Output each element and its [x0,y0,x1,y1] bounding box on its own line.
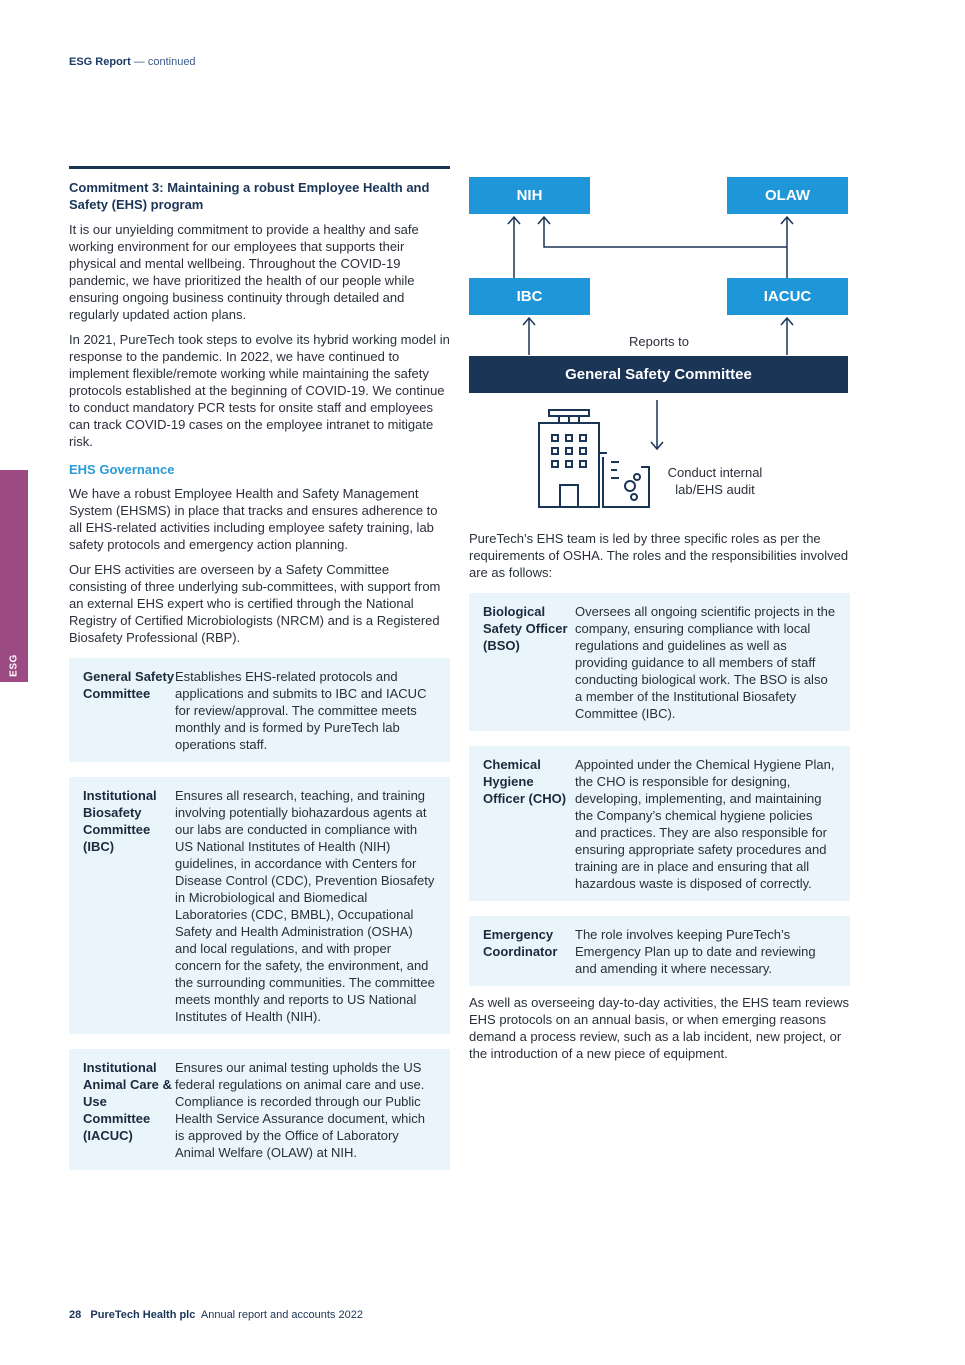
section-tab[interactable] [0,470,28,682]
role-description: Appointed under the Chemical Hygiene Plan, the CHO is responsible for designing, developing, implementing, and maintaining the Company’s chemical hygiene policies and practices. They are also responsible for ensuring appropriate safety procedures and training are in place and ensuring that all hazardous waste is disposed of correctly. [575,757,835,891]
node-ibc: IBC [469,278,590,315]
committee-box-gsc [69,658,450,762]
commitment-title: Commitment 3: Maintaining a robust Employee Health and Safety (EHS) program [69,180,430,212]
footer-document: Annual report and accounts 2022 [200,1309,363,1321]
role-description: The role involves keeping PureTech’s Emergency Plan up to date and reviewing and amending it where necessary. [575,927,816,976]
role-description: Oversees all ongoing scientific projects in the company, ensuring compliance with local regulations and guidelines as well as providing guidance to all members of staff conducting biological work. The BSO is also a member of the Institutional Biosafety Committee (IBC). [575,604,836,721]
commitment-paragraph-2: In 2021, PureTech took steps to evolve its hybrid working model in response to the pandemic. In 2022, we have continued to implement flexible/remote working while maintaining the safety protocols established at the beginning of COVID-19. We continue to conduct mandatory PCR tests for onsite staff and employees can track COVID-19 cases on the employee intranet to mitigate risk. [69,332,450,449]
committee-description: Establishes EHS-related protocols and applications and submits to IBC and IACUC for review/approval. The committee meets monthly and is formed by PureTech lab operations staff. [175,669,427,752]
governance-diagram [469,177,850,512]
role-term: Emergency Coordinator [483,927,558,959]
governance-paragraph-1: We have a robust Employee Health and Safety Management System (EHSMS) in place that tracks and ensures adherence to all EHS-related activities including employee safety training, lab safety protocols and emergency action planning. [69,486,438,552]
role-box-bso [469,593,850,731]
arrow-olaw-to-nih [544,217,787,247]
audit-label-line-2: lab/EHS audit [675,482,755,497]
header-continued: — continued [130,56,196,68]
role-box-emergency [469,916,850,986]
role-term: Biological Safety Officer (BSO) [483,604,568,653]
building-icon [539,410,599,507]
committee-description: Ensures all research, teaching, and training involving potentially biohazardous agents at our labs are conducted in compliance with US National Institutes of Health (NIH) guidelines, in accordance with Centers for Disease Control (CDC), Prevention Biosafety in Microbiological and Biomedical Laboratories (CDC, BMBL), Occupational Safety and Health Administration (OSHA) and local regulations, and with proper concern for the safety, the environment, and the surrounding communities. The committee meets monthly and reports to US National Institutes of Health (NIH). [175,788,435,1024]
left-column [69,166,450,1185]
commitment-paragraph-1: It is our unyielding commitment to provide a healthy and safe working environment for our employees that supports their physical and mental wellbeing. Throughout the COVID-19 pandemic, we have prioritized the health of our people while ensuring ongoing business continuity through detailed and regularly updated action plans. [69,222,419,322]
committee-term: General Safety Committee [83,669,175,701]
node-nih: NIH [469,177,590,214]
audit-label-line-1: Conduct internal [667,465,763,480]
header-section: ESG Report [69,56,131,68]
roles-intro: PureTech’s EHS team is led by three specific roles as per the requirements of OSHA. The roles and the responsibilities involved are as follows: [469,531,849,580]
governance-heading: EHS Governance [69,462,175,477]
node-olaw: OLAW [727,177,848,214]
section-divider [69,166,450,169]
role-term: Chemical Hygiene Officer (CHO) [483,757,567,806]
roles-outro: As well as overseeing day-to-day activities, the EHS team reviews EHS protocols on an annual basis, or when emerging reasons demand a process review, such as a lab incident, new project, or the introduction of a new piece of equipment. [469,995,850,1061]
committee-description: Ensures our animal testing upholds the US federal regulations on animal care and use. Compliance is recorded through our Public Health Service Assurance document, which is approved by the Office of Laboratory Animal Welfare (OLAW) at NIH. [175,1060,426,1160]
reports-to-label: Reports to [629,334,689,349]
running-header [69,56,196,68]
page-number: 28 [69,1309,82,1321]
committee-box-iacuc [69,1049,450,1170]
committee-term: Institutional Animal Care & Use Committee (IACUC) [83,1060,172,1143]
footer-company: PureTech Health plc [90,1309,196,1321]
role-box-cho [469,746,850,901]
right-column [469,530,850,1070]
governance-paragraph-2: Our EHS activities are overseen by a Safety Committee consisting of three underlying sub-committees, with support from an external EHS expert who is certified through the National Registry of Certified Microbiologists (NRCM) and is a Registered Biosafety Professional (RBP). [69,562,441,645]
audit-label [655,464,775,498]
beaker-icon [599,453,649,507]
section-tab-label: ESG [8,654,20,677]
committee-box-ibc [69,777,450,1034]
node-general-safety-committee: General Safety Committee [469,356,848,393]
page-footer [69,1309,363,1321]
committee-term: Institutional Biosafety Committee (IBC) [83,788,157,854]
node-iacuc: IACUC [727,278,848,315]
